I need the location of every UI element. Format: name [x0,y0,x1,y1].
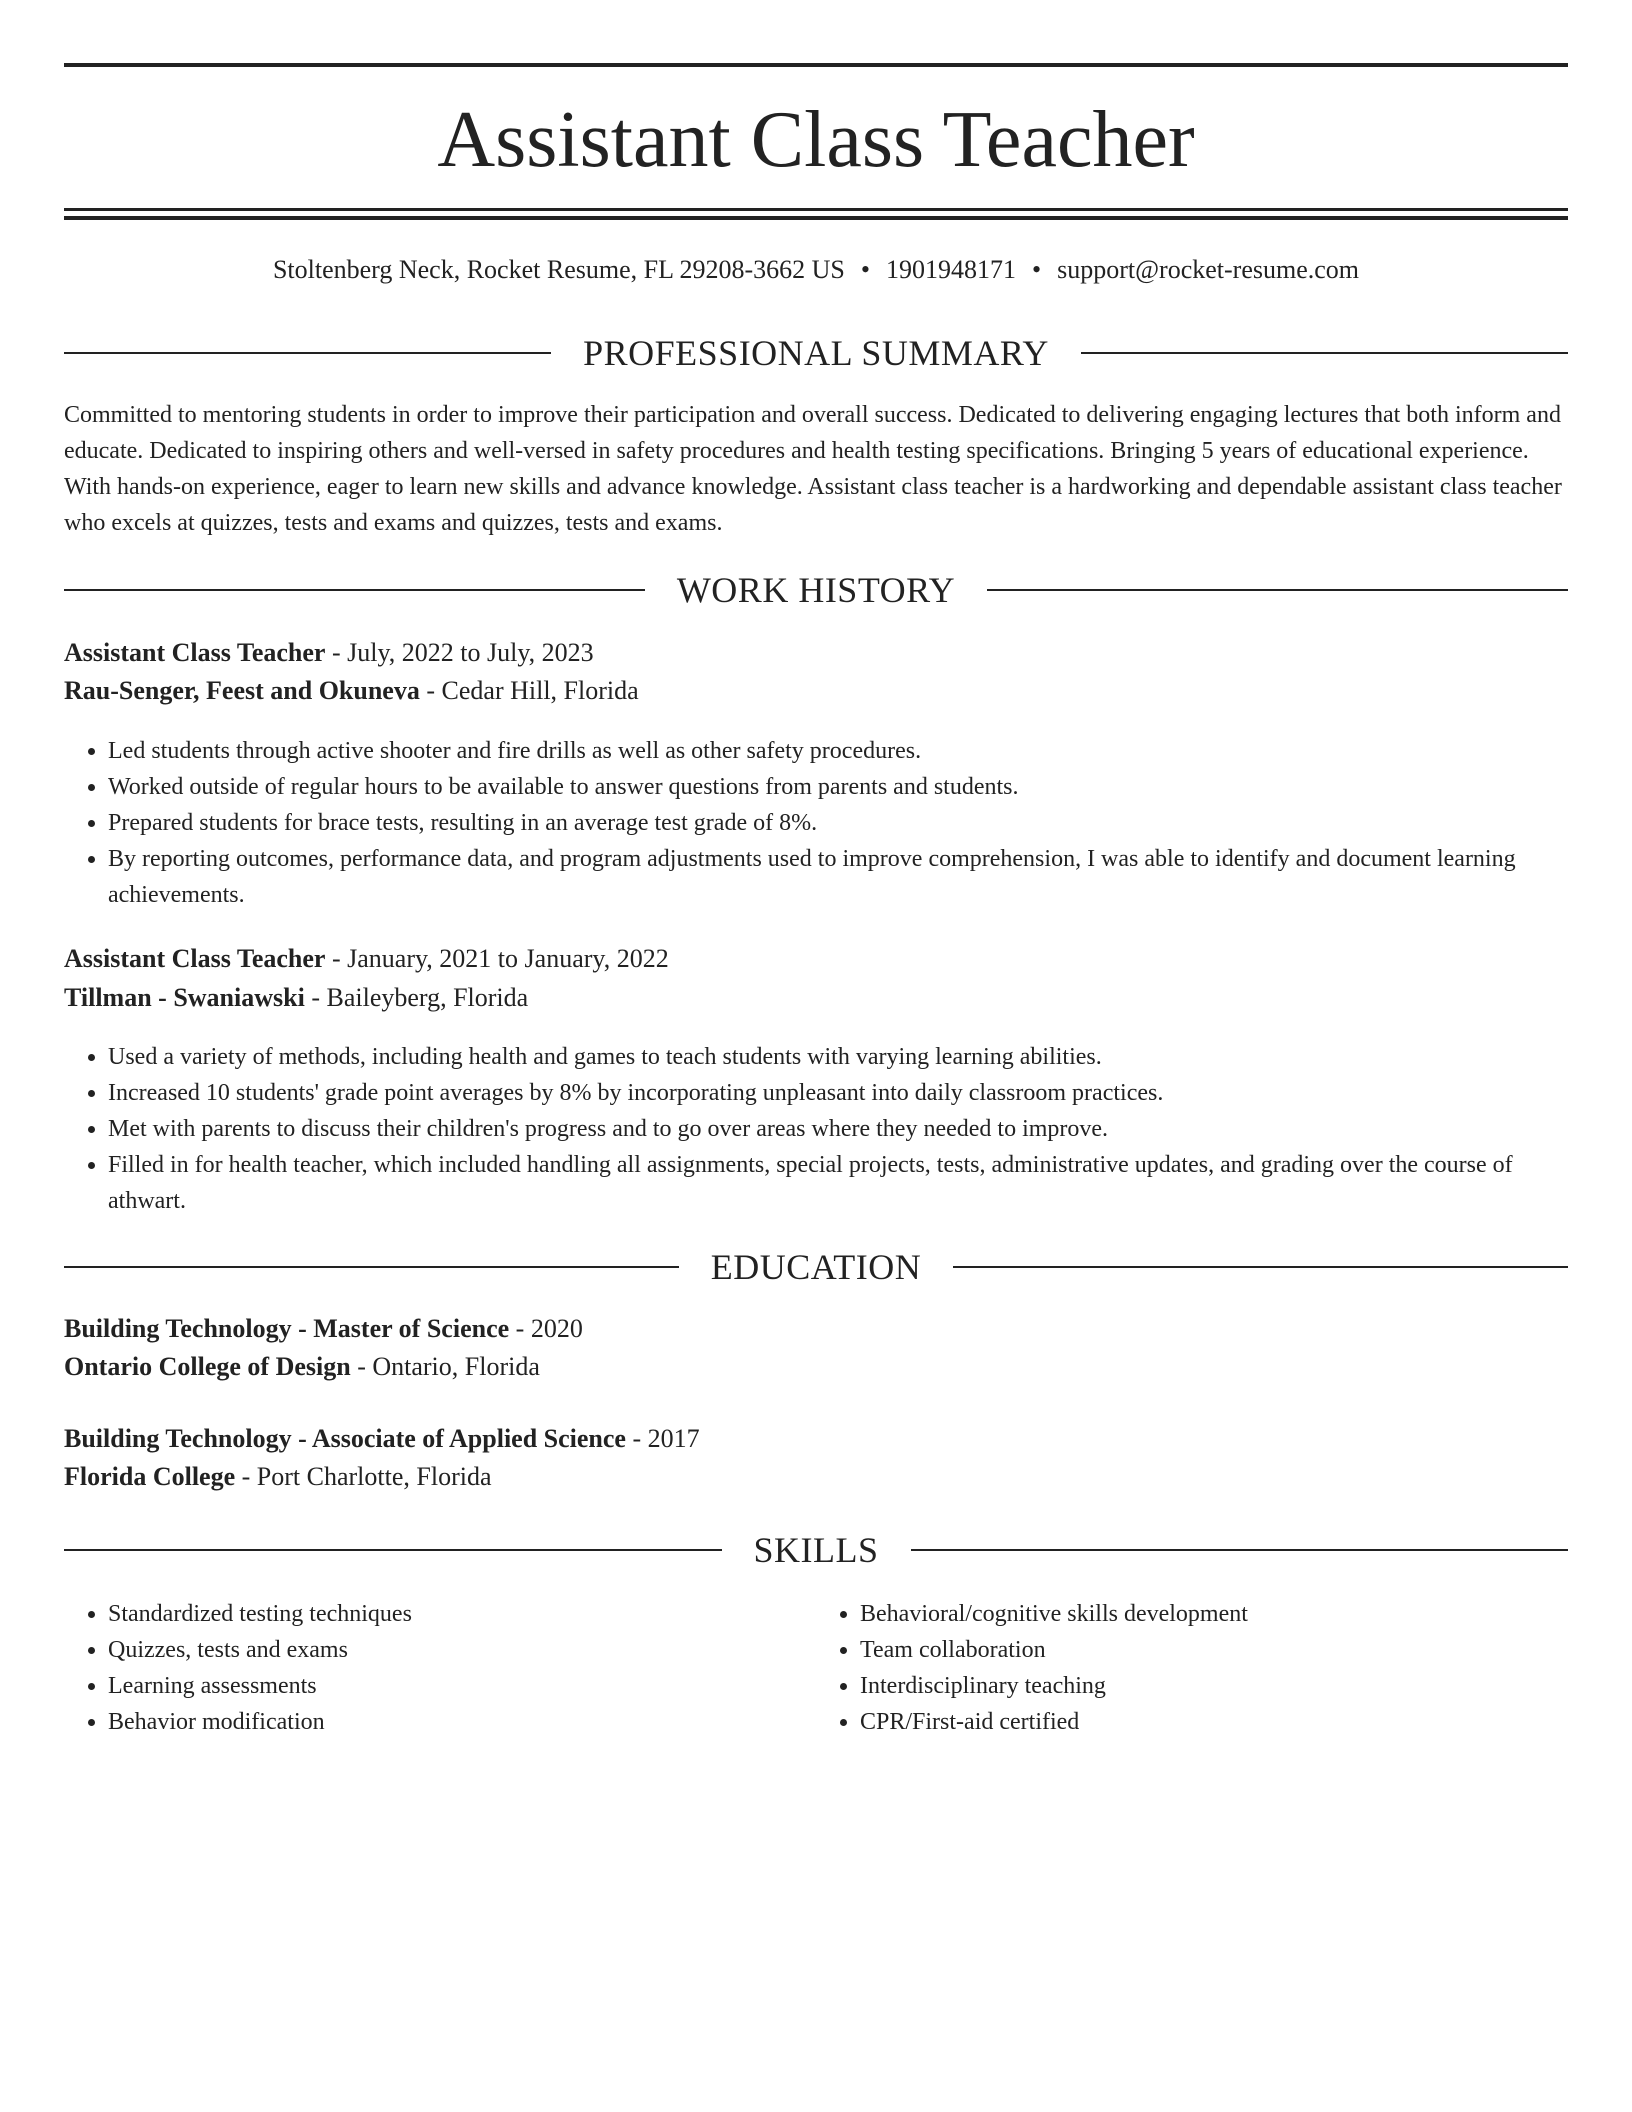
degree-line [64,1310,1568,1348]
work-heading-text: WORK HISTORY [676,570,956,610]
degree-year: - 2020 [509,1314,583,1343]
job-employer: Rau-Senger, Feest and Okuneva [64,676,420,705]
job-title: Assistant Class Teacher [64,638,326,667]
job-employer-line [64,672,1568,710]
list-item: • By reporting outcomes, performance data, and program adjustments used to improve comprehension, I was able to identify and document learning achievements. [108,841,1568,913]
job-bullets [64,1039,1568,1219]
list-item: • Team collaboration [860,1632,1568,1668]
school-line [64,1348,1568,1386]
job-employer: Tillman - Swaniawski [64,983,305,1012]
contact-phone: 1901948171 [886,255,1016,284]
contact-separator: • [1032,255,1042,284]
school: Florida College [64,1462,236,1491]
list-item: • Met with parents to discuss their children's progress and to go over areas where they needed to improve. [108,1111,1568,1147]
skills-heading-text: SKILLS [753,1530,879,1570]
degree-year: - 2017 [625,1424,700,1453]
job-location: - Cedar Hill, Florida [419,676,639,705]
list-item: • Used a variety of methods, including health and games to teach students with varying learning abilities. [108,1039,1568,1075]
contact-address: Stoltenberg Neck, Rocket Resume, FL 29208-3662 US [272,255,845,284]
resume-title: Assistant Class Teacher [437,96,1195,184]
title-rule-lower [64,216,1568,220]
summary-text: Committed to mentoring students in order to improve their participation and overall success. Dedicated to delivering engaging lectures that both inform and educate. Dedicated to inspiring others and well-versed in safety procedures and health testing specifications. Bringing 5 years of educational experience. With hands-on experience, eager to learn new skills and advance knowledge. Assistant class teacher is a hardworking and dependable assistant class teacher who excels at quizzes, tests and exams and quizzes, tests and exams. [64,402,1562,536]
degree-line [64,1420,1568,1458]
summary-heading [64,331,1568,375]
degree: Building Technology - Master of Science [64,1314,510,1343]
school-line [64,1458,1568,1496]
skills-list-left [64,1596,816,1740]
list-item: • Filled in for health teacher, which included handling all assignments, special projects, tests, administrative updates, and grading over the course of athwart. [108,1147,1568,1219]
list-item: • Quizzes, tests and exams [108,1632,816,1668]
list-item: • CPR/First-aid certified [860,1704,1568,1740]
heading-rule-left [64,1266,679,1268]
job-title-line [64,940,1568,978]
list-item: • Worked outside of regular hours to be available to answer questions from parents and students. [108,769,1568,805]
school-location: - Port Charlotte, Florida [235,1462,492,1491]
work-heading [64,568,1568,612]
list-item: • Learning assessments [108,1668,816,1704]
contact-email: support@rocket-resume.com [1057,255,1360,284]
contact-separator: • [860,255,870,284]
heading-rule-right [911,1549,1569,1551]
title-rule-upper [64,208,1568,211]
job-dates: - July, 2022 to July, 2023 [325,638,594,667]
education-heading-text: EDUCATION [710,1247,922,1287]
job-dates: - January, 2021 to January, 2022 [325,944,669,973]
skills-heading [64,1528,1568,1572]
list-item: • Standardized testing techniques [108,1596,816,1632]
job-bullets [64,733,1568,913]
list-item: • Increased 10 students' grade point averages by 8% by incorporating unpleasant into daily classroom practices. [108,1075,1568,1111]
list-item: • Behavior modification [108,1704,816,1740]
top-rule [64,63,1568,67]
skills-columns [64,1596,1568,1740]
degree: Building Technology - Associate of Applied Science [64,1424,626,1453]
heading-rule-left [64,352,551,354]
school: Ontario College of Design [64,1352,351,1381]
list-item: • Interdisciplinary teaching [860,1668,1568,1704]
list-item: • Led students through active shooter and fire drills as well as other safety procedures. [108,733,1568,769]
list-item: • Prepared students for brace tests, resulting in an average test grade of 8%. [108,805,1568,841]
job-employer-line [64,979,1568,1017]
heading-rule-right [1081,352,1568,354]
contact-line [64,254,1568,286]
heading-rule-right [987,589,1568,591]
skills-list-right [816,1596,1568,1740]
education-heading [64,1245,1568,1289]
heading-rule-left [64,589,645,591]
heading-rule-left [64,1549,722,1551]
school-location: - Ontario, Florida [350,1352,540,1381]
summary-heading-text: PROFESSIONAL SUMMARY [583,333,1049,373]
job-title-line [64,634,1568,672]
heading-rule-right [953,1266,1568,1268]
job-location: - Baileyberg, Florida [304,983,529,1012]
job-title: Assistant Class Teacher [64,944,326,973]
list-item: • Behavioral/cognitive skills development [860,1596,1568,1632]
